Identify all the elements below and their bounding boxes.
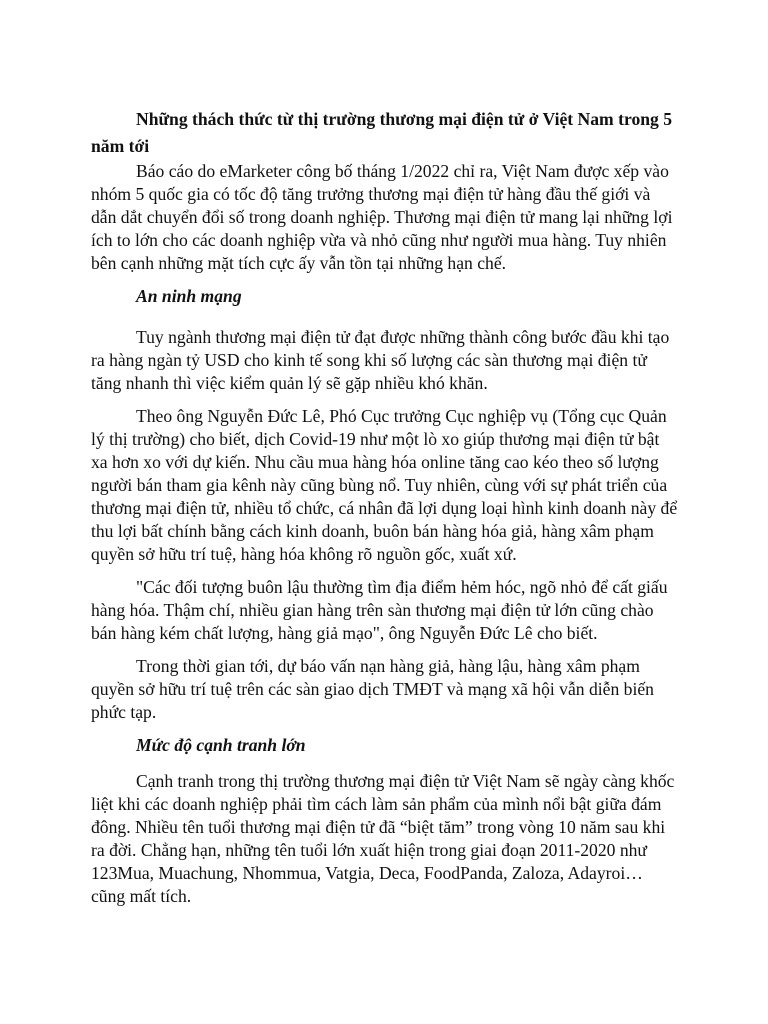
- security-paragraph-4: Trong thời gian tới, dự báo vấn nạn hàng giả, hàng lậu, hàng xâm phạm quyền sở hữu trí tuệ trên các sàn giao dịch TMĐT và mạng xã hội vẫn diễn biến phức tạp.: [91, 656, 654, 722]
- section-heading-security: An ninh mạng: [136, 286, 242, 306]
- document-body: [91, 106, 679, 908]
- security-paragraph-1: Tuy ngành thương mại điện tử đạt được những thành công bước đầu khi tạo ra hàng ngàn tỷ USD cho kinh tế song khi số lượng các sàn thương mại điện tử tăng nhanh thì việc kiểm quản lý sẽ gặp nhiều khó khăn.: [91, 327, 670, 393]
- security-paragraph-3: "Các đối tượng buôn lậu thường tìm địa điểm hẻm hóc, ngõ nhỏ để cất giấu hàng hóa. Thậm chí, nhiều gian hàng trên sàn thương mại điện tử lớn cũng chào bán hàng kém chất lượng, hàng giả mạo", ông Nguyễn Đức Lê cho biết.: [91, 577, 668, 643]
- security-paragraph-2: Theo ông Nguyễn Đức Lê, Phó Cục trưởng Cục nghiệp vụ (Tổng cục Quản lý thị trường) cho biết, dịch Covid-19 như một lò xo giúp thương mại điện tử bật xa hơn xo với dự kiến. Nhu cầu mua hàng hóa online tăng cao kéo theo số lượng người bán tham gia kênh này cũng bùng nổ. Tuy nhiên, cùng với sự phát triển của thương mại điện tử, nhiều tổ chức, cá nhân đã lợi dụng loại hình kinh doanh này để thu lợi bất chính bằng cách kinh doanh, buôn bán hàng hóa giả, hàng xâm phạm quyền sở hữu trí tuệ, hàng hóa không rõ nguồn gốc, xuất xứ.: [91, 406, 678, 564]
- section-heading-competition: Mức độ cạnh tranh lớn: [136, 735, 306, 755]
- competition-paragraph-1: Cạnh tranh trong thị trường thương mại điện tử Việt Nam sẽ ngày càng khốc liệt khi các doanh nghiệp phải tìm cách làm sản phẩm của mình nổi bật giữa đám đông. Nhiều tên tuổi thương mại điện tử đã “biệt tăm” trong vòng 10 năm sau khi ra đời. Chẳng hạn, những tên tuổi lớn xuất hiện trong giai đoạn 2011-2020 như 123Mua, Muachung, Nhommua, Vatgia, Deca, FoodPanda, Zaloza, Adayroi… cũng mất tích.: [91, 771, 675, 906]
- intro-paragraph: Báo cáo do eMarketer công bố tháng 1/2022 chỉ ra, Việt Nam được xếp vào nhóm 5 quốc gia có tốc độ tăng trưởng thương mại điện tử hàng đầu thế giới và dẫn dắt chuyển đổi số trong doanh nghiệp. Thương mại điện tử mang lại những lợi ích to lớn cho các doanh nghiệp vừa và nhỏ cũng như người mua hàng. Tuy nhiên bên cạnh những mặt tích cực ấy vẫn tồn tại những hạn chế.: [91, 161, 673, 273]
- document-title: Những thách thức từ thị trường thương mại điện tử ở Việt Nam trong 5 năm tới: [91, 109, 673, 156]
